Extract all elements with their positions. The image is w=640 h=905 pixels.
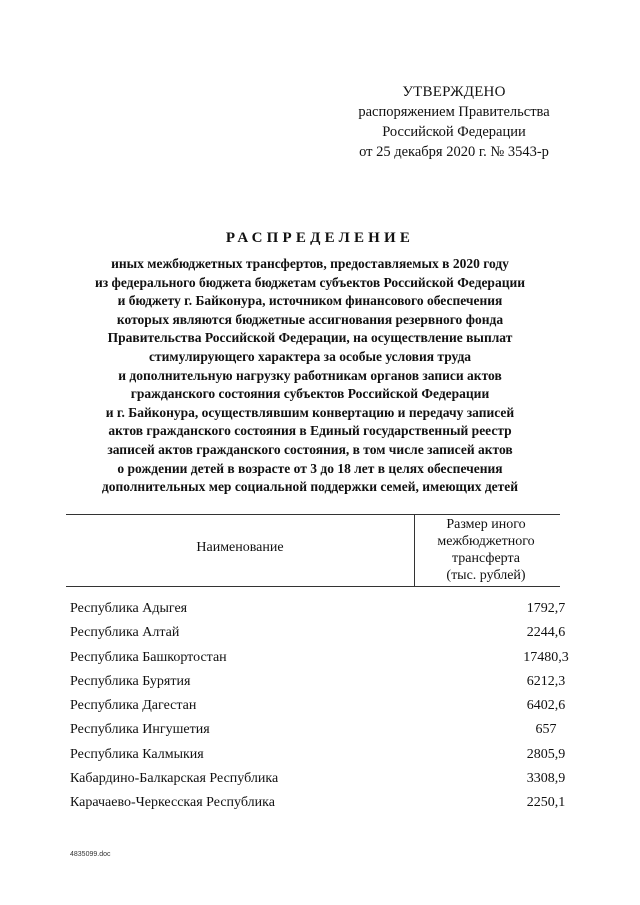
approval-line-decree: распоряжением Правительства	[358, 104, 550, 120]
table-row	[70, 601, 566, 625]
subtitle-line: и дополнительную нагрузку работникам органов записи актов	[118, 367, 502, 383]
table-row	[70, 649, 569, 674]
row-amount: 2805,9	[526, 746, 566, 762]
header-amount-line: Размер иного	[446, 517, 526, 532]
row-region-name: Республика Бурятия	[70, 673, 191, 689]
subtitle-line: дополнительных мер социальной поддержки семей, имеющих детей	[101, 479, 519, 495]
subtitle-line: и г. Байконура, осуществлявшим конвертацию и передачу записей	[105, 404, 515, 420]
subtitle-line: из федерального бюджета бюджетам субъектов Российской Федерации	[94, 274, 526, 290]
row-amount: 2250,1	[526, 795, 566, 811]
table-header-amount	[416, 516, 556, 584]
row-region-name: Республика Дагестан	[70, 698, 197, 714]
subtitle-line: стимулирующего характера за особые условия труда	[148, 348, 472, 364]
header-amount-line: трансферта	[452, 551, 520, 566]
row-region-name: Республика Алтай	[70, 625, 180, 641]
row-amount: 657	[535, 722, 557, 738]
table-body	[70, 601, 569, 820]
row-amount: 17480,3	[523, 649, 569, 665]
row-region-name: Республика Калмыкия	[70, 746, 204, 762]
subtitle-line: записей актов гражданского состояния, в том числе записей актов	[107, 441, 513, 457]
row-amount: 3308,9	[526, 771, 566, 787]
subtitle-line: о рождении детей в возрасте от 3 до 18 лет в целях обеспечения	[117, 460, 503, 476]
table-row	[70, 771, 566, 795]
subtitle-line: которых являются бюджетные ассигнования резервного фонда	[116, 311, 504, 327]
row-region-name: Кабардино-Балкарская Республика	[70, 771, 279, 787]
header-amount-line: межбюджетного	[437, 534, 535, 549]
subtitle-line: гражданского состояния субъектов Российской Федерации	[130, 386, 490, 402]
table-header-name: Наименование	[196, 540, 284, 555]
row-amount: 1792,7	[526, 601, 566, 616]
subtitle-line: иных межбюджетных трансфертов, предоставляемых в 2020 году	[111, 256, 509, 271]
row-amount: 6402,6	[526, 698, 566, 714]
subtitle-line: Правительства Российской Федерации, на осуществление выплат	[107, 330, 513, 346]
header-amount-line: (тыс. рублей)	[446, 568, 526, 583]
approval-block	[346, 82, 562, 162]
subtitle-line: и бюджету г. Байконура, источником финансового обеспечения	[117, 293, 503, 309]
table-row	[70, 746, 566, 771]
row-region-name: Республика Башкортостан	[70, 649, 227, 665]
row-amount: 2244,6	[526, 625, 566, 641]
row-region-name: Карачаево-Черкесская Республика	[70, 795, 275, 811]
row-amount: 6212,3	[526, 673, 566, 689]
row-region-name: Республика Ингушетия	[70, 722, 210, 738]
row-region-name: Республика Адыгея	[70, 601, 188, 616]
table-header-rule	[66, 586, 560, 587]
table-row	[70, 625, 566, 649]
table-row	[70, 722, 560, 746]
approval-line-date-number: от 25 декабря 2020 г. № 3543-р	[359, 144, 549, 160]
table-row	[70, 673, 566, 698]
table-row	[70, 698, 566, 722]
table-row	[70, 795, 566, 819]
approved-stamp: УТВЕРЖДЕНО	[402, 84, 506, 100]
approval-line-federation: Российской Федерации	[382, 124, 526, 140]
document-title: РАСПРЕДЕЛЕНИЕ	[225, 230, 415, 246]
document-file-code: 4835099.doc	[70, 851, 111, 858]
table-top-rule	[66, 514, 560, 515]
subtitle-line: актов гражданского состояния в Единый государственный реестр	[108, 423, 512, 439]
document-subtitle	[60, 255, 560, 497]
table-column-divider	[414, 514, 415, 586]
